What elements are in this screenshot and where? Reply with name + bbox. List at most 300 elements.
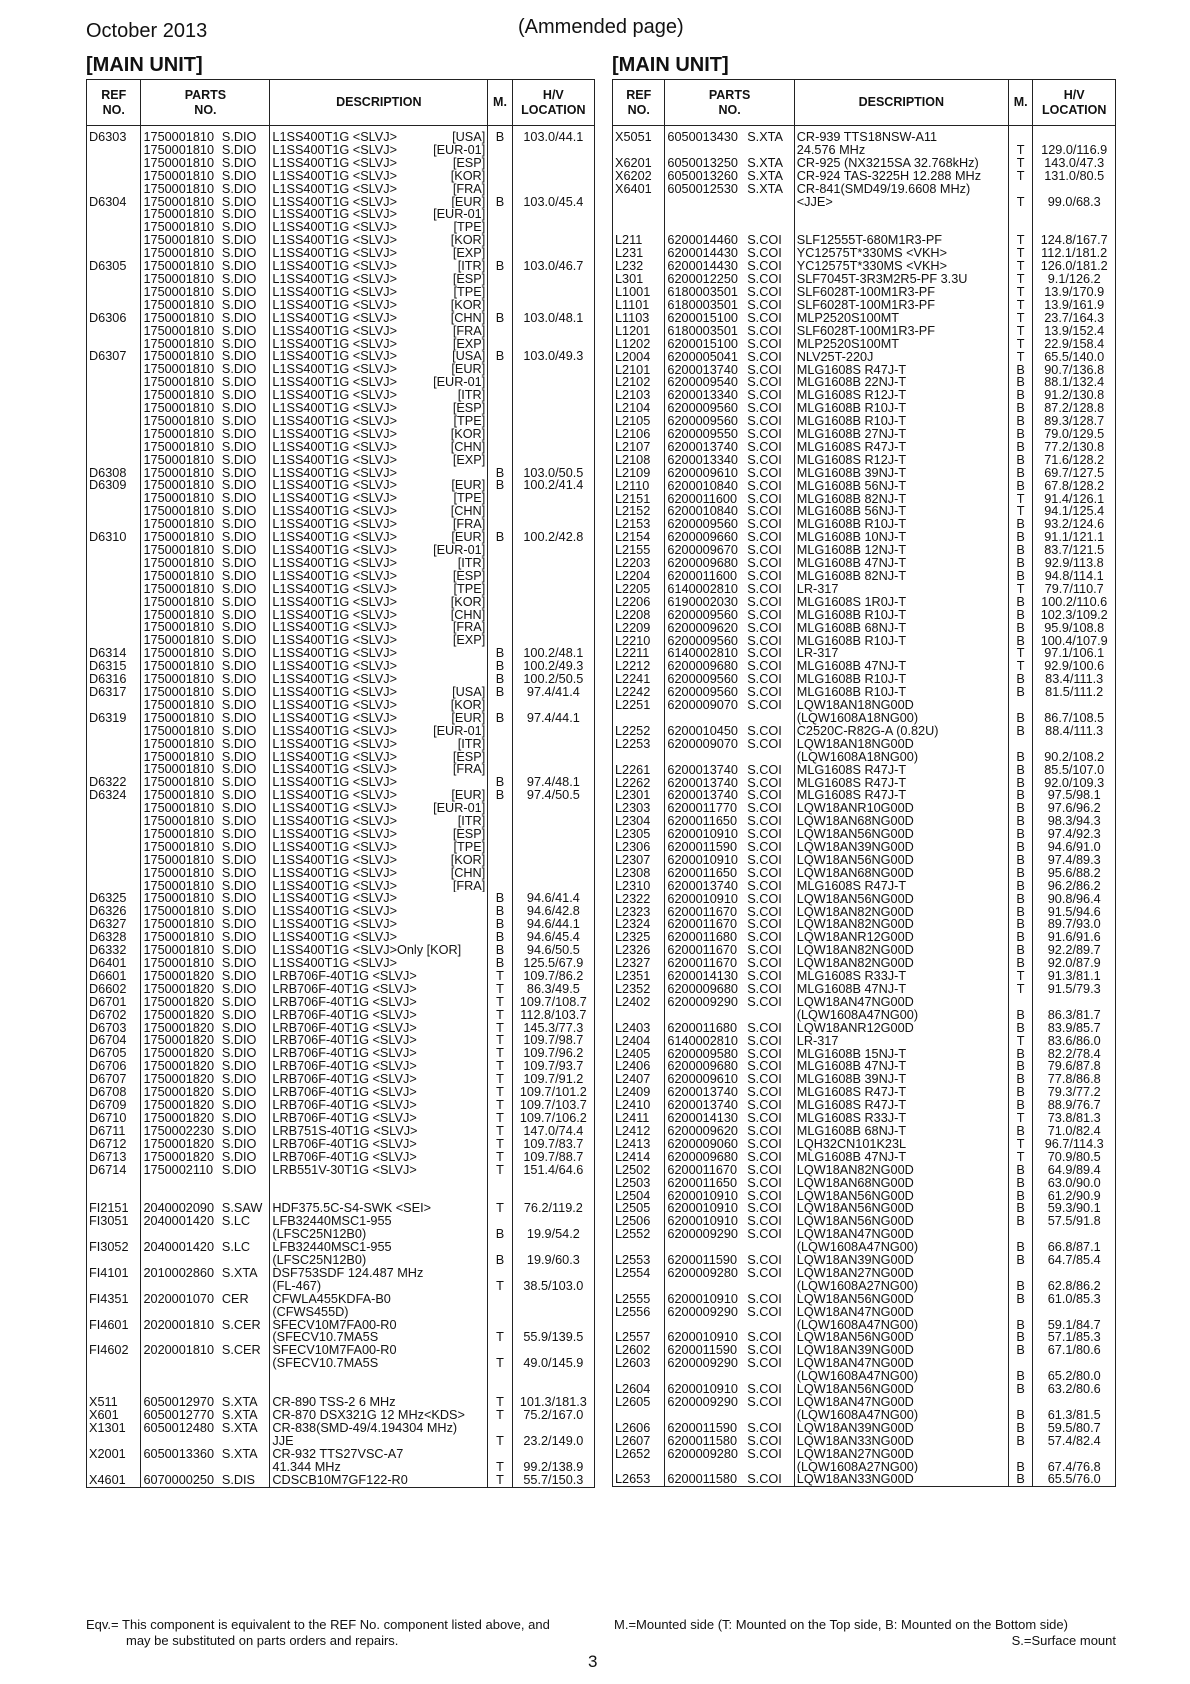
description	[270, 815, 488, 828]
description-text: L1SS400T1G <SLVJ>	[272, 544, 397, 557]
description	[270, 363, 488, 376]
part-type: S.DIO	[220, 312, 270, 325]
part-no: 6200009290	[665, 1357, 745, 1370]
part-type: S.COI	[745, 635, 794, 648]
part-type: S.DIO	[220, 596, 270, 609]
description-text: C2520C-R82G-A (0.82U)	[796, 724, 939, 738]
description-text: L1SS400T1G <SLVJ>	[272, 698, 397, 712]
description-text: MLG1608B 47NJ-T	[796, 1150, 907, 1164]
part-type: S.COI	[745, 1215, 794, 1228]
location-header: H/V LOCATION	[1033, 80, 1116, 126]
hv-location: 94.6/50.5	[512, 944, 594, 957]
table-row	[613, 1151, 1116, 1164]
table-row	[613, 789, 1116, 802]
part-no: 1750001810	[141, 170, 220, 183]
mounted-side	[488, 363, 512, 376]
ref-no	[87, 867, 141, 880]
mounted-side	[488, 325, 512, 338]
destination-tag: [CHN]	[450, 608, 486, 622]
description-text: MLG1608B 22NJ-T	[796, 376, 907, 390]
description-text: JJE	[272, 1434, 294, 1448]
part-no: 1750001810	[141, 441, 220, 454]
part-type: S.COI	[745, 609, 794, 622]
table-row	[613, 183, 1116, 196]
description-header: DESCRIPTION	[270, 80, 488, 126]
description	[270, 1073, 488, 1086]
description-text: L1SS400T1G <SLVJ>	[272, 595, 397, 609]
mounted-side: B	[488, 260, 512, 273]
mounted-side: T	[1008, 312, 1033, 325]
hv-location	[512, 273, 594, 286]
hv-location: 61.3/81.5	[1033, 1409, 1116, 1422]
table-row	[613, 1448, 1116, 1461]
description	[794, 208, 1008, 221]
mounted-side: B	[1008, 441, 1033, 454]
part-no: 1750001810	[141, 531, 220, 544]
part-type: S.DIO	[220, 944, 270, 957]
table-row	[87, 1474, 595, 1487]
ref-no: L2310	[613, 880, 665, 893]
hv-location: 63.0/90.0	[1033, 1177, 1116, 1190]
description	[270, 712, 488, 725]
table-row	[87, 544, 595, 557]
mounted-side	[488, 828, 512, 841]
destination-tag: [KOR]	[450, 698, 486, 712]
description	[270, 557, 488, 570]
ref-no	[87, 841, 141, 854]
ref-no: L2252	[613, 725, 665, 738]
part-type: S.DIO	[220, 479, 270, 492]
description-text: L1SS400T1G <SLVJ>	[272, 169, 397, 183]
mounted-side	[488, 880, 512, 893]
mounted-side: T	[488, 1022, 512, 1035]
description-text: LQW18AN68NG00D	[796, 1176, 914, 1190]
mounted-side	[488, 802, 512, 815]
hv-location	[1033, 208, 1116, 221]
hv-location	[512, 157, 594, 170]
hv-location: 103.0/48.1	[512, 312, 594, 325]
ref-no: D6303	[87, 126, 141, 144]
ref-no: L301	[613, 273, 665, 286]
table-row	[87, 376, 595, 389]
table-row	[613, 1073, 1116, 1086]
description	[270, 583, 488, 596]
table-row	[87, 634, 595, 647]
amended-page-note: (Ammended page)	[518, 16, 684, 38]
description-text: LQW18ANR10G00D	[796, 802, 914, 816]
table-row	[87, 441, 595, 454]
description-text: (LQW1608A18NG00)	[796, 750, 919, 764]
table-row	[613, 389, 1116, 402]
mounted-side: T	[1008, 983, 1033, 996]
mounted-side: B	[1008, 1293, 1033, 1306]
ref-no: L1001	[613, 286, 665, 299]
mounted-side: B	[1008, 364, 1033, 377]
table-row	[613, 467, 1116, 480]
ref-no: D6306	[87, 312, 141, 325]
description	[794, 1461, 1008, 1474]
ref-no: FI4601	[87, 1319, 141, 1332]
description	[794, 234, 1008, 247]
table-row	[87, 531, 595, 544]
table-row	[613, 325, 1116, 338]
ref-no: L2205	[613, 583, 665, 596]
description	[270, 196, 488, 209]
table-row	[613, 505, 1116, 518]
ref-no: L2101	[613, 364, 665, 377]
description-text: LQW18AN56NG00D	[796, 1189, 914, 1203]
ref-no: L2405	[613, 1048, 665, 1061]
part-no: 6200009680	[665, 1060, 745, 1073]
description-text: LR-317	[796, 1034, 839, 1048]
part-type: S.DIO	[220, 1138, 270, 1151]
part-no: 1750001810	[141, 428, 220, 441]
mounted-side: B	[1008, 777, 1033, 790]
ref-no: FI4602	[87, 1344, 141, 1357]
table-row	[613, 493, 1116, 506]
mounted-side: B	[1008, 867, 1033, 880]
description	[270, 763, 488, 776]
table-row	[87, 221, 595, 234]
ref-no: X2001	[87, 1448, 141, 1461]
part-no: 6200011580	[665, 1473, 745, 1486]
description	[270, 221, 488, 234]
table-row	[87, 1241, 595, 1254]
part-no: 6200014130	[665, 1112, 745, 1125]
mounted-side: B	[1008, 1370, 1033, 1383]
ref-no: D6710	[87, 1112, 141, 1125]
ref-no: L2352	[613, 983, 665, 996]
part-no: 1750001810	[141, 376, 220, 389]
hv-location	[1033, 1357, 1116, 1370]
mounted-side: B	[1008, 1202, 1033, 1215]
description-text: LRB706F-40T1G <SLVJ>	[272, 1150, 417, 1164]
description-text: LRB706F-40T1G <SLVJ>	[272, 1008, 417, 1022]
description	[270, 621, 488, 634]
destination-tag: [USA]	[452, 130, 486, 144]
mounted-side	[488, 1370, 512, 1383]
part-no: 6200011580	[665, 1435, 745, 1448]
part-no: 6200010450	[665, 725, 745, 738]
description	[794, 518, 1008, 531]
table-row	[613, 970, 1116, 983]
mounted-side	[488, 854, 512, 867]
description	[270, 1138, 488, 1151]
part-no: 6200011650	[665, 1177, 745, 1190]
hv-location: 66.8/87.1	[1033, 1241, 1116, 1254]
destination-tag: [CHN]	[450, 311, 486, 325]
mounted-side: B	[488, 467, 512, 480]
hv-location	[512, 492, 594, 505]
table-row	[613, 1254, 1116, 1267]
mounted-side: B	[488, 918, 512, 931]
part-type	[745, 1280, 794, 1293]
description-text: MLG1608B 68NJ-T	[796, 1124, 907, 1138]
description	[270, 273, 488, 286]
part-no: 6200009290	[665, 996, 745, 1009]
description	[794, 557, 1008, 570]
table-row	[613, 635, 1116, 648]
table-row	[87, 763, 595, 776]
table-row	[87, 1306, 595, 1319]
part-no: 2040001420	[141, 1215, 220, 1228]
ref-no: L2108	[613, 454, 665, 467]
hv-location: 57.1/85.3	[1033, 1331, 1116, 1344]
description-text: SLF12555T-680M1R3-PF	[796, 234, 943, 248]
part-type: S.DIO	[220, 1009, 270, 1022]
part-no: 6200009070	[665, 699, 745, 712]
ref-no	[87, 570, 141, 583]
table-row	[87, 1009, 595, 1022]
parts-table-right	[612, 79, 1116, 1487]
mounted-side	[488, 1241, 512, 1254]
description	[794, 454, 1008, 467]
mounted-side	[488, 557, 512, 570]
mounted-side	[488, 609, 512, 622]
hv-location	[512, 376, 594, 389]
part-no: 1750001820	[141, 1112, 220, 1125]
hv-location: 92.9/113.8	[1033, 557, 1116, 570]
part-type: S.COI	[745, 1383, 794, 1396]
part-no: 6200011670	[665, 906, 745, 919]
part-type	[220, 1176, 270, 1189]
ref-no: L1201	[613, 325, 665, 338]
hv-location	[512, 363, 594, 376]
description	[270, 854, 488, 867]
hv-location: 90.7/136.8	[1033, 364, 1116, 377]
table-row	[87, 260, 595, 273]
part-no: 6200009610	[665, 1073, 745, 1086]
mounted-side	[488, 402, 512, 415]
hv-location: 93.2/124.6	[1033, 518, 1116, 531]
description	[794, 1125, 1008, 1138]
description	[270, 389, 488, 402]
description	[794, 802, 1008, 815]
part-type: S.XTA	[220, 1396, 270, 1409]
hv-location	[512, 221, 594, 234]
part-type: S.DIO	[220, 634, 270, 647]
table-row	[87, 479, 595, 492]
description	[794, 906, 1008, 919]
part-no: 6180003501	[665, 299, 745, 312]
table-row	[613, 815, 1116, 828]
description	[270, 1112, 488, 1125]
part-type: S.XTA	[745, 183, 794, 196]
mounted-side	[488, 376, 512, 389]
description	[270, 880, 488, 893]
table-row	[613, 428, 1116, 441]
mounted-side: B	[1008, 1319, 1033, 1332]
part-type: S.DIO	[220, 867, 270, 880]
description	[270, 970, 488, 983]
description	[270, 479, 488, 492]
hv-location: 96.2/86.2	[1033, 880, 1116, 893]
description-text: (LFSC25N12B0)	[272, 1254, 367, 1267]
description-text: L1SS400T1G <SLVJ>	[272, 414, 397, 428]
mounted-side: B	[1008, 854, 1033, 867]
mounted-side: T	[1008, 1035, 1033, 1048]
table-row	[87, 712, 595, 725]
part-type: S.COI	[745, 544, 794, 557]
description	[794, 686, 1008, 699]
destination-tag: [EUR-01]	[433, 143, 486, 157]
mounted-side: T	[488, 1151, 512, 1164]
description	[794, 699, 1008, 712]
part-type: S.DIO	[220, 931, 270, 944]
description	[794, 493, 1008, 506]
part-no: 6200013740	[665, 441, 745, 454]
mounted-side	[488, 518, 512, 531]
part-type: S.DIO	[220, 854, 270, 867]
hv-location: 147.0/74.4	[512, 1125, 594, 1138]
ref-no: L2104	[613, 402, 665, 415]
ref-no: D6304	[87, 196, 141, 209]
description	[794, 957, 1008, 970]
hv-location: 97.4/41.4	[512, 686, 594, 699]
part-no: 1750001810	[141, 673, 220, 686]
hv-location: 109.7/83.7	[512, 1138, 594, 1151]
part-type: S.COI	[745, 1473, 794, 1486]
mounted-side	[488, 621, 512, 634]
description-text: L1SS400T1G <SLVJ>	[272, 298, 397, 312]
part-type: S.DIO	[220, 325, 270, 338]
description-text: MLG1608S R47J-T	[796, 1086, 907, 1100]
description	[270, 126, 488, 144]
mounted-side-legend	[614, 1617, 1116, 1649]
description-text: LRB706F-40T1G <SLVJ>	[272, 1073, 417, 1087]
mounted-side: B	[1008, 673, 1033, 686]
mounted-side	[1008, 699, 1033, 712]
ref-no	[87, 299, 141, 312]
table-row	[87, 402, 595, 415]
hv-location	[512, 802, 594, 815]
ref-no	[87, 1331, 141, 1344]
description	[794, 725, 1008, 738]
table-row	[613, 1331, 1116, 1344]
part-type: S.XTA	[745, 126, 794, 144]
table-row	[87, 918, 595, 931]
ref-no: D6326	[87, 905, 141, 918]
parts-table-left-body	[87, 126, 595, 1488]
hv-location	[512, 1422, 594, 1435]
table-row	[87, 1319, 595, 1332]
table-row	[87, 1344, 595, 1357]
destination-tag: [FRA]	[452, 879, 486, 893]
description	[270, 286, 488, 299]
hv-location: 13.9/170.9	[1033, 286, 1116, 299]
ref-no: D6707	[87, 1073, 141, 1086]
description-text: LQW18AN68NG00D	[796, 815, 914, 829]
table-row	[87, 1448, 595, 1461]
table-row	[87, 1396, 595, 1409]
table-row	[87, 234, 595, 247]
description	[794, 260, 1008, 273]
table-row	[87, 1125, 595, 1138]
description-text: LQW18AN27NG00D	[796, 1447, 914, 1461]
description	[794, 1435, 1008, 1448]
description	[270, 983, 488, 996]
description-text: MLG1608S R33J-T	[796, 1112, 907, 1125]
table-row	[613, 880, 1116, 893]
description	[270, 492, 488, 505]
mounted-side: T	[1008, 286, 1033, 299]
mounted-side	[488, 1319, 512, 1332]
hv-location	[512, 1319, 594, 1332]
table-row	[87, 583, 595, 596]
hv-location: 94.6/42.8	[512, 905, 594, 918]
ref-no: L2414	[613, 1151, 665, 1164]
ref-no: D6711	[87, 1125, 141, 1138]
mounted-side: B	[1008, 1331, 1033, 1344]
table-row	[87, 505, 595, 518]
description-text: L1SS400T1G <SLVJ>	[272, 182, 397, 196]
mounted-side: B	[1008, 1009, 1033, 1022]
description	[270, 1241, 488, 1254]
description-text: (LQW1608A47NG00)	[796, 1241, 919, 1255]
mounted-side	[1008, 1267, 1033, 1280]
part-no: 1750001810	[141, 126, 220, 144]
ref-no	[87, 1228, 141, 1241]
description-text: LQW18AN82NG00D	[796, 944, 914, 958]
ref-no	[87, 389, 141, 402]
part-type: S.COI	[745, 376, 794, 389]
description-text: MLG1608B R10J-T	[796, 518, 907, 532]
ref-no: D6328	[87, 931, 141, 944]
description	[794, 1073, 1008, 1086]
mounted-side	[488, 1176, 512, 1189]
ref-no: D6602	[87, 983, 141, 996]
description-text: MLG1608B 56NJ-T	[796, 505, 907, 519]
description-text: MLG1608B R10J-T	[796, 686, 907, 700]
description-text: MLG1608B R10J-T	[796, 634, 907, 648]
description	[794, 325, 1008, 338]
description-text: (LQW1608A47NG00)	[796, 1370, 919, 1384]
hv-location: 79.0/129.5	[1033, 428, 1116, 441]
description	[794, 1448, 1008, 1461]
description-text: LQW18AN56NG00D	[796, 1202, 914, 1216]
part-type: S.XTA	[220, 1422, 270, 1435]
description-text: (LQW1608A18NG00)	[796, 711, 919, 725]
part-type: S.COI	[745, 557, 794, 570]
description	[794, 1099, 1008, 1112]
mounted-side: T	[1008, 1112, 1033, 1125]
ref-no: L1103	[613, 312, 665, 325]
part-type: S.COI	[745, 622, 794, 635]
table-row	[613, 764, 1116, 777]
table-row	[613, 1202, 1116, 1215]
part-no: 1750001810	[141, 260, 220, 273]
mounted-header: M.	[1008, 80, 1033, 126]
ref-no: L2351	[613, 970, 665, 983]
hv-location	[1033, 183, 1116, 196]
hv-location: 100.2/42.8	[512, 531, 594, 544]
description-text: L1SS400T1G <SLVJ>	[272, 402, 397, 415]
description-text: L1SS400T1G <SLVJ>	[272, 763, 397, 777]
part-type: S.DIO	[220, 389, 270, 402]
part-type: S.DIO	[220, 1099, 270, 1112]
part-no	[665, 196, 745, 209]
mounted-side: B	[488, 944, 512, 957]
table-row	[613, 1086, 1116, 1099]
ref-no: L2261	[613, 764, 665, 777]
description-text: CR-924 TAS-3225H 12.288 MHz	[796, 169, 982, 183]
description-text: HDF375.5C-S4-SWK <SEI>	[272, 1202, 432, 1216]
description	[794, 893, 1008, 906]
ref-no: L2606	[613, 1422, 665, 1435]
hv-location: 49.0/145.9	[512, 1357, 594, 1370]
hv-location	[512, 583, 594, 596]
description	[794, 944, 1008, 957]
